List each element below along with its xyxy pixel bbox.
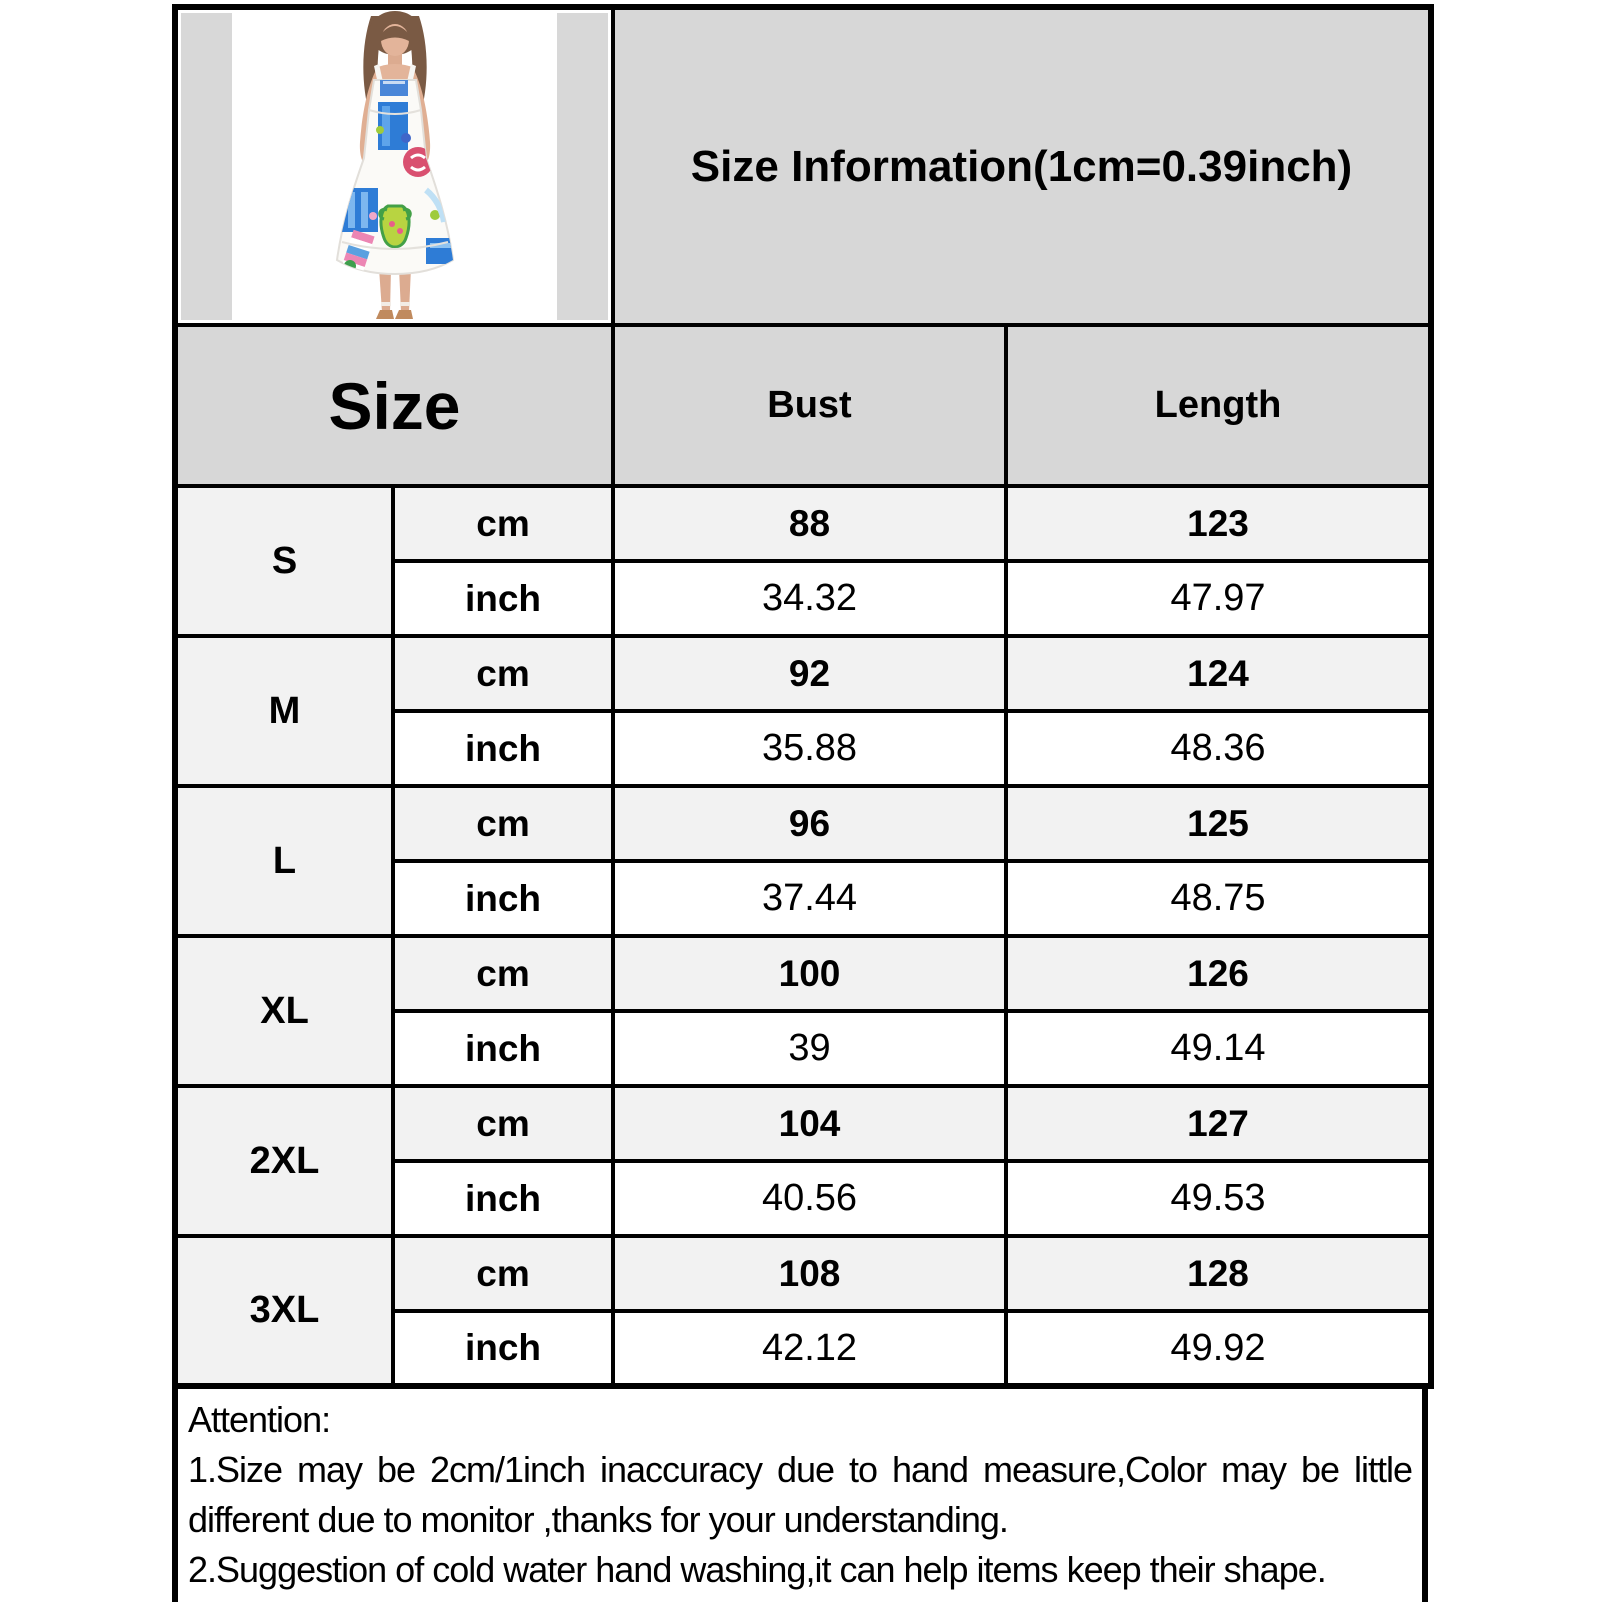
unit-cell: cm bbox=[393, 1086, 613, 1161]
unit-cell: cm bbox=[393, 786, 613, 861]
bust-value-cell: 104 bbox=[613, 1086, 1006, 1161]
attention-heading: Attention: bbox=[188, 1399, 331, 1440]
unit-cell: cm bbox=[393, 936, 613, 1011]
unit-cell: inch bbox=[393, 1161, 613, 1236]
unit-cell: cm bbox=[393, 1236, 613, 1311]
unit-cell: inch bbox=[393, 1311, 613, 1386]
bust-value-cell: 100 bbox=[613, 936, 1006, 1011]
unit-cell: inch bbox=[393, 1011, 613, 1086]
bust-value-cell: 37.44 bbox=[613, 861, 1006, 936]
top-section bbox=[175, 7, 1431, 325]
attention-item-2: 2.Suggestion of cold water hand washing,it can help items keep their shape. bbox=[188, 1549, 1326, 1590]
photo-right-gray-bar bbox=[557, 13, 608, 320]
size-label-l: L bbox=[175, 786, 393, 936]
attention-item-1: 1.Size may be 2cm/1inch inaccuracy due to hand measure,Color may be little different due to monitor ,thanks for your understanding. bbox=[188, 1449, 1412, 1540]
attention-section bbox=[172, 1389, 1428, 1602]
unit-cell: cm bbox=[393, 486, 613, 561]
column-header-bust: Bust bbox=[613, 325, 1006, 486]
model-in-printed-dress-illustration bbox=[230, 10, 560, 322]
bust-value-cell: 88 bbox=[613, 486, 1006, 561]
product-photo bbox=[230, 10, 560, 322]
length-value-cell: 47.97 bbox=[1006, 561, 1431, 636]
size-label-m: M bbox=[175, 636, 393, 786]
bust-value-cell: 34.32 bbox=[613, 561, 1006, 636]
table-row-3xl-cm bbox=[175, 1236, 1431, 1311]
size-label-3xl: 3XL bbox=[175, 1236, 393, 1386]
table-row-2xl-cm bbox=[175, 1086, 1431, 1161]
length-value-cell: 48.75 bbox=[1006, 861, 1431, 936]
size-chart-sheet bbox=[172, 4, 1428, 1602]
bust-value-cell: 92 bbox=[613, 636, 1006, 711]
page-title: Size Information(1cm=0.39inch) bbox=[613, 7, 1431, 325]
length-value-cell: 49.14 bbox=[1006, 1011, 1431, 1086]
bust-value-cell: 108 bbox=[613, 1236, 1006, 1311]
size-table bbox=[172, 4, 1434, 1389]
bust-value-cell: 42.12 bbox=[613, 1311, 1006, 1386]
bust-value-cell: 35.88 bbox=[613, 711, 1006, 786]
size-label-xl: XL bbox=[175, 936, 393, 1086]
unit-cell: inch bbox=[393, 711, 613, 786]
bust-value-cell: 40.56 bbox=[613, 1161, 1006, 1236]
length-value-cell: 49.92 bbox=[1006, 1311, 1431, 1386]
column-header-size: Size bbox=[175, 325, 613, 486]
length-value-cell: 123 bbox=[1006, 486, 1431, 561]
size-label-s: S bbox=[175, 486, 393, 636]
table-row-m-cm bbox=[175, 636, 1431, 711]
length-value-cell: 48.36 bbox=[1006, 711, 1431, 786]
photo-left-gray-bar bbox=[181, 13, 232, 320]
table-row-s-cm bbox=[175, 486, 1431, 561]
table-row-l-cm bbox=[175, 786, 1431, 861]
size-label-2xl: 2XL bbox=[175, 1086, 393, 1236]
unit-cell: cm bbox=[393, 636, 613, 711]
length-value-cell: 124 bbox=[1006, 636, 1431, 711]
bust-value-cell: 39 bbox=[613, 1011, 1006, 1086]
table-row-xl-cm bbox=[175, 936, 1431, 1011]
product-photo-cell bbox=[175, 7, 613, 325]
unit-cell: inch bbox=[393, 561, 613, 636]
length-value-cell: 125 bbox=[1006, 786, 1431, 861]
bust-value-cell: 96 bbox=[613, 786, 1006, 861]
column-header-row bbox=[175, 325, 1431, 486]
length-value-cell: 49.53 bbox=[1006, 1161, 1431, 1236]
length-value-cell: 126 bbox=[1006, 936, 1431, 1011]
length-value-cell: 128 bbox=[1006, 1236, 1431, 1311]
unit-cell: inch bbox=[393, 861, 613, 936]
column-header-length: Length bbox=[1006, 325, 1431, 486]
length-value-cell: 127 bbox=[1006, 1086, 1431, 1161]
